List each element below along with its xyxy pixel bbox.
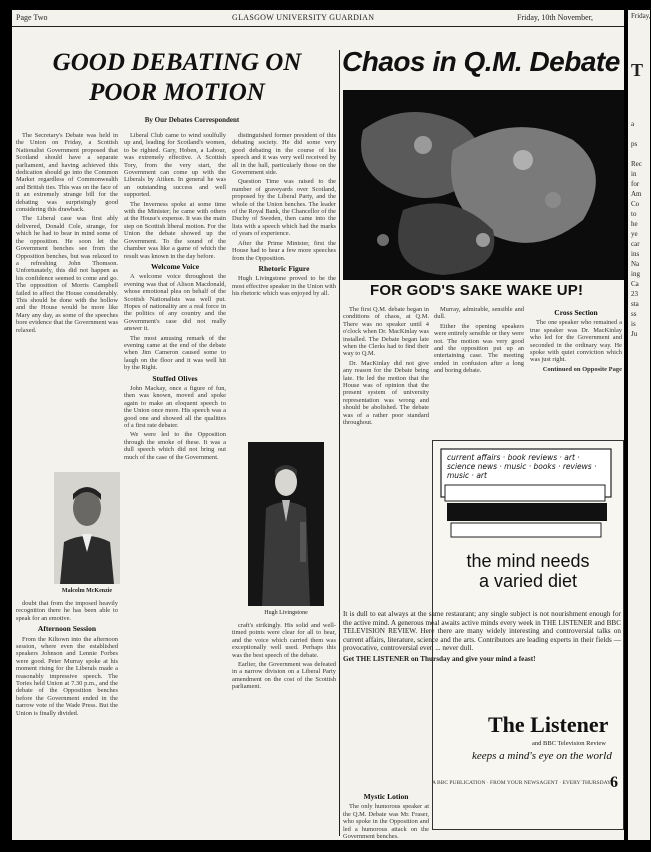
ad-sub-brand: and BBC Television Review xyxy=(532,740,606,747)
strip-line: ins xyxy=(631,250,640,258)
article-paragraph: After the Prime Minister, first the House had to hear a few more speeches from the Opposition. xyxy=(232,239,336,262)
newspaper-title: GLASGOW UNIVERSITY GUARDIAN xyxy=(232,13,375,22)
ad-tagline xyxy=(437,551,619,591)
strip-line: car xyxy=(631,240,640,248)
photo-qm-debate-chaos xyxy=(343,90,624,280)
right-col-a xyxy=(343,306,429,806)
article-paragraph: Either the opening speakers were entirely sensible or they were not. The motion was very good and the opposition put up an entertaining case. The meeting ended in confusion after a long and boring debate. xyxy=(434,322,524,375)
masthead xyxy=(12,10,624,27)
left-headline-line2: POOR MOTION xyxy=(89,79,265,106)
strip-line: Na xyxy=(631,260,640,268)
strip-line: in xyxy=(631,170,637,178)
strip-line: sta xyxy=(631,300,639,308)
left-headline-line1: GOOD DEBATING ON xyxy=(52,49,302,76)
left-col-bottom xyxy=(16,600,118,836)
left-headline xyxy=(18,48,336,108)
middle-col xyxy=(124,132,226,836)
strip-label: Friday, xyxy=(631,12,651,20)
third-col-top xyxy=(232,132,336,438)
article-paragraph: A welcome voice throughout the evening was that of Alison Macdonald, whose emotional plea on behalf of the Scottish Nationalists was well put. Hopes of nationality are a real force in the politics of any country and the Government's case did not really answer it. xyxy=(124,273,226,333)
subhead-afternoon: Afternoon Session xyxy=(37,624,97,634)
strip-line: ing xyxy=(631,270,640,278)
ad-body-text: It is dull to eat always at the same restaurant; any single subject is not nourishment enough for the active mind. A generous meal awaits active minds every week in THE LISTENER and BBC TELEVISION REVIEW. Here there are many widely interesting and controversial talks on current affairs, literature, science and the arts. Contributors are leading experts in their fields — provocative, controversial even ... never dull. xyxy=(343,610,621,653)
strip-line: ye xyxy=(631,230,638,238)
next-page-strip xyxy=(628,10,650,840)
article-paragraph: Question Time was raised to the number of graveyards over Scotland, proposed by the Liberal Party, and the whole of the Union benches. The leader of the Royal Bank, the Chancellor of the Duchy of Sweden, then came into the lists with a speech which had the marks of years of experience. xyxy=(232,178,336,238)
photo-hugh-livingstone xyxy=(248,442,324,606)
photo-malcolm-mckenzie xyxy=(54,472,120,584)
strip-line: a xyxy=(631,120,635,128)
ad-brand: The Listener xyxy=(488,712,609,737)
photo-caption-livingstone: Hugh Livingstone xyxy=(264,610,308,616)
crowd-image xyxy=(343,90,624,280)
article-paragraph: We were led to the Opposition through the smoke of these. It was a dull speech which did not bring out much of the case of the Government. xyxy=(124,431,226,461)
article-paragraph: The first Q.M. debate began in conditions of chaos, at Q.M. There was no speaker until 4 o'clock when Dr. MacKinlay was installed. The Debate began late when the Clerks had to find their way to Q.M. xyxy=(343,306,429,358)
article-paragraph: The only humorous speaker at the Q.M. Debate was Mr. Fraser, who spoke in the Opposition and led a humorous attack on the Government benches. xyxy=(343,803,429,841)
portrait-image xyxy=(248,442,324,606)
right-col-c xyxy=(530,306,622,436)
column-rule xyxy=(339,50,340,836)
article-paragraph: Dr. MacKinlay did not give any reason for the Debate being late. He led the motion that the House was of opinion that the present system of university representation was wrong and should be abolished. The debate was of a rather poor standard throughout. xyxy=(343,359,429,427)
strip-line: ps xyxy=(631,140,638,148)
ad-tagline-line2: a varied diet xyxy=(478,571,578,591)
strip-line: he xyxy=(631,220,638,228)
portrait-image xyxy=(54,472,120,584)
ad-footer: A BBC PUBLICATION · FROM YOUR NEWSAGENT · EVERY THURSDAY xyxy=(432,780,612,786)
subhead-rhetoric-figure: Rhetoric Figure xyxy=(258,263,310,273)
article-paragraph: doubt that from the imposed heavily recognition there he has been able to speak for an emotive. xyxy=(16,600,118,622)
right-col-d xyxy=(343,790,429,841)
right-headline: Chaos in Q.M. Debate xyxy=(342,46,620,77)
subhead-stuffed-olives: Stuffed Olives xyxy=(152,373,198,383)
strip-line: Am xyxy=(631,190,642,198)
article-paragraph: The one speaker who remained a true speaker was Dr. MacKinlay who led for the Government and seconded in the ordinary way. He spoke with quiet conviction which was just right. xyxy=(530,319,622,364)
third-col-bottom xyxy=(232,622,336,836)
page-number-bottom: 6 xyxy=(610,774,618,791)
strip-line: Co xyxy=(631,200,640,208)
ad-topics: current affairs · book reviews · art · science news · music · books · reviews · music · art xyxy=(447,453,597,480)
left-col-top xyxy=(16,132,118,470)
article-paragraph: The Liberal case was first ably delivered, Donald Cole, strange, for which he had to bear in mind some of the opposition. He soon let the Government benches see from the Opposition benches, but was relaxed to a refreshing John Thomson. Unfortunately, this did not happen as his confidence seemed to come and go. The opposition of Morris Campbell failed to affect the House considerably. This should be done with the hollow and the House would be more like Mary any day, as some of the speeches bore evidence that the Government was relaxed. xyxy=(16,215,118,334)
article-paragraph: John Mackay, once a figure of fun, then was known, moved and spoke again to make an eloquent speech to the Union once more. His speech was a good one and showed all the qualities of a first rate debater. xyxy=(124,385,226,430)
continued-link[interactable]: Continued on Opposite Page xyxy=(542,365,622,373)
strip-line: to xyxy=(631,210,637,218)
page-number: Page Two xyxy=(16,13,48,22)
article-paragraph: distinguished former president of this debating society. He did some very good debating in the course of his speech and it was very well received by all in the hall, particularly those on the Government side. xyxy=(232,132,336,177)
subhead-welcome-voice: Welcome Voice xyxy=(150,261,200,271)
ad-cta: Get THE LISTENER on Thursday and give your mind a feast! xyxy=(343,654,536,663)
subhead-mystic-lotion: Mystic Lotion xyxy=(363,792,409,801)
ad-tagline-line1: the mind needs xyxy=(466,551,590,571)
right-col-b xyxy=(434,306,524,426)
strip-line: Ju xyxy=(631,330,638,338)
article-paragraph: Earlier, the Government was defeated in a narrow division on a Liberal Party amendment on the cost of the Scottish parliament. xyxy=(232,661,336,691)
strip-line: T xyxy=(631,60,644,80)
article-paragraph: Liberal Club came to wind soulfully up and, leading for Scotland's women, to be righted. Gary, Hoben, a Labour, was extremely effective. A Scottish Tory, from the very start, the Government can come up with the Liberals by Aitken. In general he was an outstanding success and well supported. xyxy=(124,132,226,199)
strip-line: Rec xyxy=(631,160,642,168)
ad-slogan: keeps a mind's eye on the world xyxy=(472,750,612,762)
article-paragraph: The most amusing remark of the evening came at the end of the debate when Jim Cameron caused some to laugh on the floor and it was well hit by the Right. xyxy=(124,334,226,372)
banner-headline: FOR GOD'S SAKE WAKE UP! xyxy=(370,282,584,299)
article-paragraph: craft's strikingly. His solid and well-timed points were clear for all to hear, and the voice which carried them was exceptionally well used. Perhaps this was the best speech of the debate. xyxy=(232,622,336,659)
article-paragraph: Hugh Livingstone proved to be the most effective speaker in the Union with his rhetoric which was enjoyed by all. xyxy=(232,275,336,298)
article-paragraph: The Secretary's Debate was held in the Union on Friday, a Scottish Nationalist Government proposed that Scotland should have a separate parliament, and having achieved this dedication should go into the Common Market regardless of Commonwealth and British ties. This was on the face of it an extremely strange bill for the debating was surprisingly good considering this drawback. xyxy=(16,132,118,214)
newspaper-page xyxy=(12,10,624,840)
strip-line: 23 xyxy=(631,290,638,298)
article-paragraph: The Inverness spoke at some time with the Minister; he came with others at the House's expense. It was the main step on Scottish liberal motion. For the Union the debate showed up the Government. To the sound of the chamber was like a game of which the result was known in the day before. xyxy=(124,200,226,260)
article-paragraph: Murray, admirable, sensible and dull. xyxy=(434,306,524,321)
strip-line: Ca xyxy=(631,280,639,288)
photo-caption-mckenzie: Malcolm McKenzie xyxy=(61,588,113,594)
strip-line: is xyxy=(631,320,636,328)
ad-body xyxy=(343,610,621,680)
strip-line: ss xyxy=(631,310,637,318)
byline: By Our Debates Correspondent xyxy=(144,116,240,124)
ad-illustration xyxy=(437,445,617,543)
subhead-cross-section: Cross Section xyxy=(554,308,598,317)
article-paragraph: From the Kiltown into the afternoon session, where even the established speakers Johnson and Lennie Forbes were good. Peter Murray spoke at his moment rising for the Liberals made a reasonably impressive speech. The Tories held Union at 7.30 p.m., and the debate of the Opposition benches before the Government ended in the narrow vote of the Wade Press. But the Union is finally divided. xyxy=(16,635,118,717)
issue-date: Friday, 10th November, xyxy=(517,13,594,22)
strip-line: for xyxy=(631,180,640,188)
